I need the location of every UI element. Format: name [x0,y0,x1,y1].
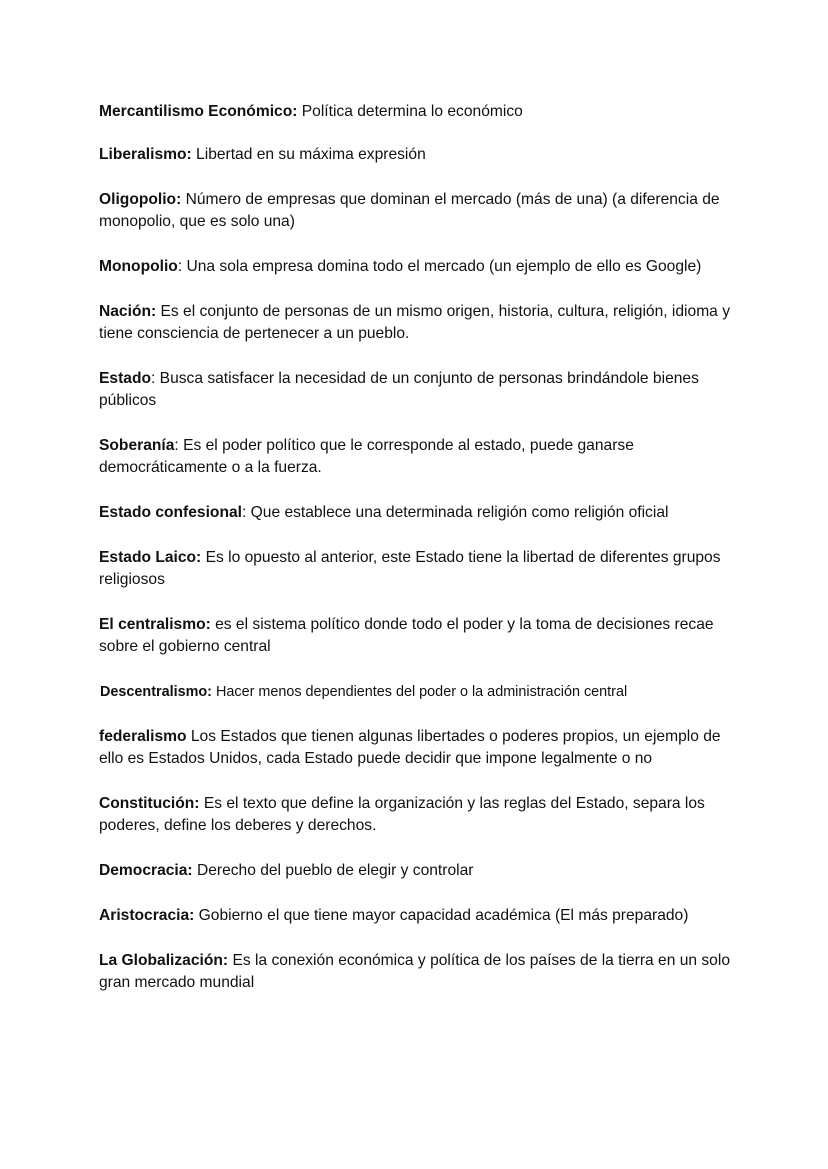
definition-term: Mercantilismo Económico: [99,103,298,120]
definition-text: Es lo opuesto al anterior, este Estado tiene la libertad de diferentes grupos religiosos [99,549,721,588]
definition-term: Monopolio [99,258,178,275]
definition-text: Es el conjunto de personas de un mismo origen, historia, cultura, religión, idioma y tiene consciencia de pertenecer a un pueblo. [99,303,730,342]
definition-constitucion [99,793,739,837]
definition-nacion [99,301,739,345]
definition-globalizacion [99,950,739,994]
definition-text: Derecho del pueblo de elegir y controlar [192,862,474,879]
definition-text: Política determina lo económico [297,103,523,120]
definition-term: Estado Laico: [99,549,202,566]
definition-text: : Busca satisfacer la necesidad de un conjunto de personas brindándole bienes públicos [99,370,699,409]
definition-text: Número de empresas que dominan el mercado (más de una) (a diferencia de monopolio, que es solo una) [99,191,720,230]
definition-term: La Globalización: [99,952,229,969]
definition-soberania [99,435,739,479]
definition-text: Es la conexión económica y política de los países de la tierra en un solo gran mercado mundial [99,952,730,991]
definition-text: : Es el poder político que le corresponde al estado, puede ganarse democráticamente o a la fuerza. [99,437,634,476]
definition-term: federalismo [99,728,187,745]
definition-term: El centralismo: [99,616,211,633]
definition-mercantilismo [99,101,739,123]
definition-term: Descentralismo: [100,684,212,700]
definition-federalismo [99,726,739,770]
definition-liberalismo [99,144,739,166]
definition-term: Democracia: [99,862,193,879]
definition-term: Liberalismo: [99,146,192,163]
definition-text: Los Estados que tienen algunas libertades o poderes propios, un ejemplo de ello es Estados Unidos, cada Estado puede decidir que impone legalmente o no [99,728,721,767]
definition-estado-laico [99,547,739,591]
definition-text: Es el texto que define la organización y las reglas del Estado, separa los poderes, define los deberes y derechos. [99,795,705,834]
definition-text: Hacer menos dependientes del poder o la administración central [211,684,628,700]
definition-text: : Una sola empresa domina todo el mercado (un ejemplo de ello es Google) [177,258,702,275]
definition-term: Soberanía [99,437,175,454]
definition-text: : Que establece una determinada religión como religión oficial [241,504,669,521]
definition-term: Oligopolio: [99,191,182,208]
definition-term: Aristocracia: [99,907,195,924]
definition-term: Nación: [99,303,157,320]
definition-democracia [99,860,739,882]
definition-centralismo [99,614,739,658]
definition-descentralismo [99,681,739,703]
definition-term: Constitución: [99,795,200,812]
definition-aristocracia [99,905,739,927]
definition-estado-confesional [99,502,739,524]
definition-text: es el sistema político donde todo el poder y la toma de decisiones recae sobre el gobierno central [99,616,714,655]
definition-text: Libertad en su máxima expresión [191,146,426,163]
definition-term: Estado confesional [99,504,242,521]
definition-term: Estado [99,370,151,387]
definition-estado [99,368,739,412]
definition-text: Gobierno el que tiene mayor capacidad académica (El más preparado) [194,907,689,924]
document-page [99,101,739,1017]
definition-oligopolio [99,189,739,233]
definition-monopolio [99,256,739,278]
